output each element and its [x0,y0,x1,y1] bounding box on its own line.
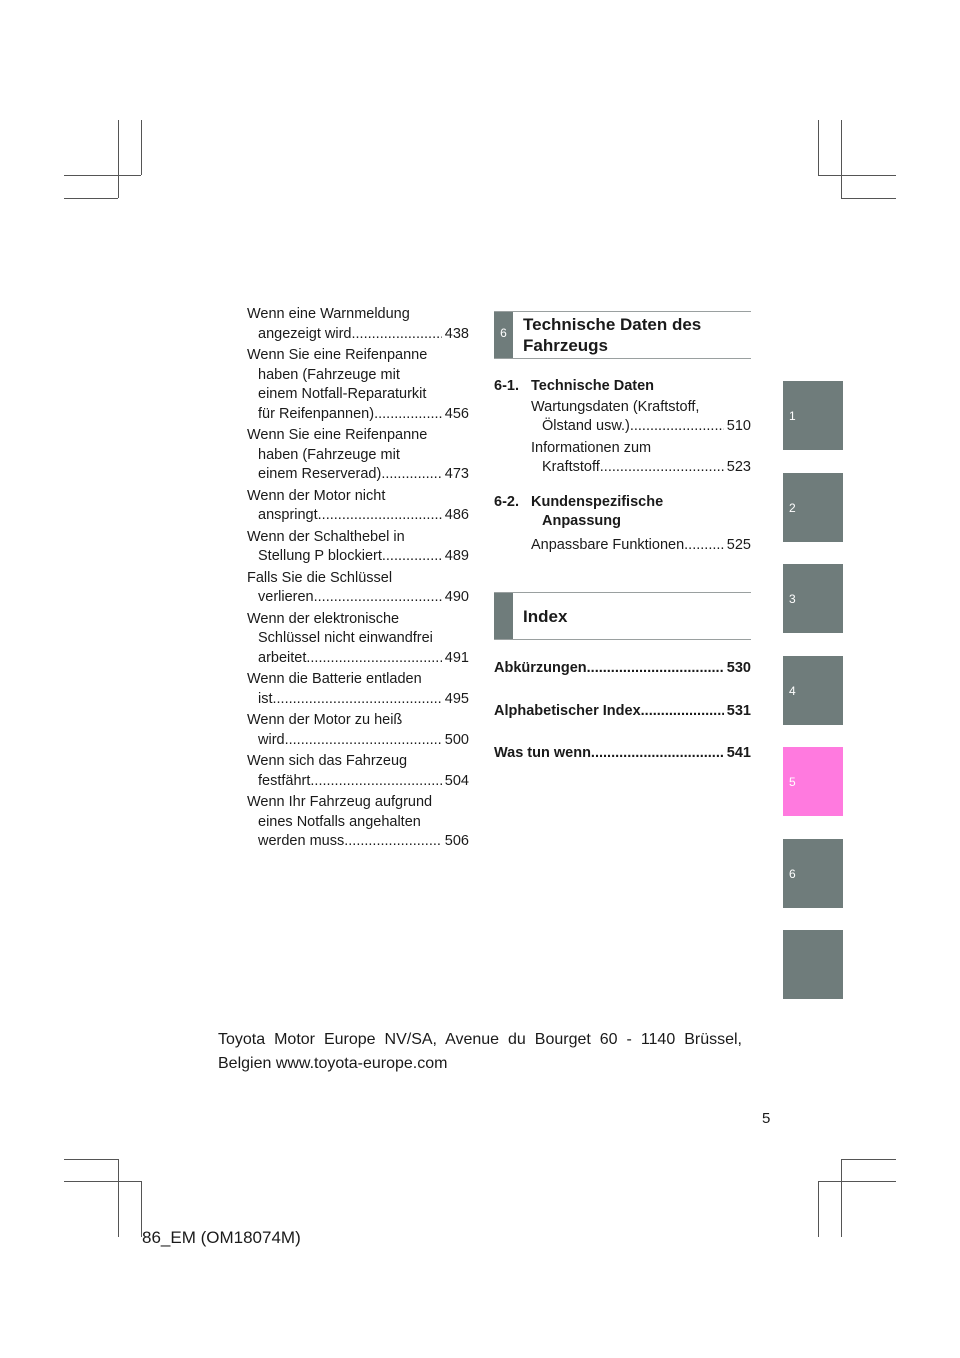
crop-mark [818,175,896,176]
crop-mark [118,120,119,198]
crop-mark [818,1181,896,1182]
thumb-tab[interactable]: 3 [783,564,843,633]
page-ref: 506 [444,833,469,849]
toc-entry[interactable]: Wenn Sie eine Reifenpanne haben (Fahrzeuge mit einem Reserverad) ..... 473 [247,426,469,485]
toc-entry[interactable]: Wenn Ihr Fahrzeug aufgrund eines Notfalls angehalten werden muss ..... 506 [247,793,469,852]
page-ref: 500 [444,731,469,748]
thumb-tab[interactable]: 1 [783,381,843,450]
toc-entry[interactable]: Wenn der elektronische Schlüssel nicht einwandfrei arbeitet ..... 491 [247,610,469,669]
crop-mark [64,1159,118,1160]
subsection-6-1[interactable]: 6-1. Technische Daten [494,378,655,394]
subsection-6-2[interactable]: 6-2. Kundenspezifische Anpassung [494,493,664,529]
page-ref: 438 [444,325,469,342]
index-entry[interactable]: Was tun wenn... ..... 541 [494,744,751,764]
page-ref: 456 [444,405,469,422]
section-6-contents [494,377,751,555]
thumb-tab[interactable]: 2 [783,473,843,542]
section-6-tab: 6 [494,312,513,358]
footer-address: Toyota Motor Europe NV/SA, Avenue du Bourget 60 - 1140 Brüssel, Belgien www.toyota-europe.com [218,1031,742,1072]
page-ref: 504 [444,772,469,789]
index-heading [494,592,751,640]
toc-entry[interactable]: Wenn eine Warnmeldung angezeigt wird ..... 438 [247,305,469,344]
page-ref: 489 [444,548,469,564]
page-ref: 491 [444,649,469,666]
crop-mark [841,1159,842,1237]
page-ref: 486 [444,507,469,523]
index-contents [494,659,751,787]
index-title: Index [523,606,568,626]
toc-left-column [247,305,469,854]
toc-entry[interactable]: Wenn der Motor zu heiß wird ..... 500 [247,711,469,750]
toc-entry[interactable]: Wenn der Schalthebel in Stellung P blockiert ..... 489 [247,528,469,567]
toc-entry-kraftstoff[interactable]: Informationen zum Kraftstoff ..... 523 [494,439,751,478]
toc-entry[interactable]: Wenn der Motor nicht anspringt ..... 486 [247,487,469,526]
crop-mark [841,120,842,198]
crop-mark [64,1181,141,1182]
toc-entry[interactable]: Falls Sie die Schlüssel verlieren ..... 490 [247,569,469,608]
crop-mark [118,1159,119,1237]
section-6-title: Technische Daten des Fahrzeugs [523,315,702,355]
document-code: 86_EM (OM18074M) [142,1228,301,1247]
toc-entry[interactable]: Wenn Sie eine Reifenpanne haben (Fahrzeuge mit einem Notfall-Reparaturkit für Reifenpannen) ..... 456 [247,346,469,424]
crop-mark [841,1159,896,1160]
crop-mark [141,120,142,175]
page-ref: 495 [444,690,469,707]
page-number: 5 [762,1110,771,1127]
page-ref: 473 [444,466,469,482]
crop-mark [64,198,118,199]
crop-mark [64,175,141,176]
toc-entry[interactable]: Wenn die Batterie entladen ist ..... 495 [247,670,469,709]
index-entry[interactable]: Alphabetischer Index ..... 531 [494,702,751,722]
toc-entry-wartungsdaten[interactable]: Wartungsdaten (Kraftstoff, Ölstand usw.) ..... 510 [494,398,751,437]
thumb-tab[interactable]: 6 [783,839,843,908]
index-tab [494,593,513,639]
crop-mark [818,120,819,175]
toc-entry[interactable]: Wenn sich das Fahrzeug festfährt ..... 504 [247,752,469,791]
crop-mark [841,198,896,199]
toc-entry-anpassbare-funktionen[interactable]: Anpassbare Funktionen ..... 525 [494,536,751,556]
section-6-heading [494,311,751,359]
thumb-tab[interactable]: 5 [783,747,843,816]
page-ref: 490 [444,589,469,605]
index-entry[interactable]: Abkürzungen ..... 530 [494,659,751,679]
thumb-tab[interactable] [783,930,843,999]
thumb-tab[interactable]: 4 [783,656,843,725]
crop-mark [818,1181,819,1237]
